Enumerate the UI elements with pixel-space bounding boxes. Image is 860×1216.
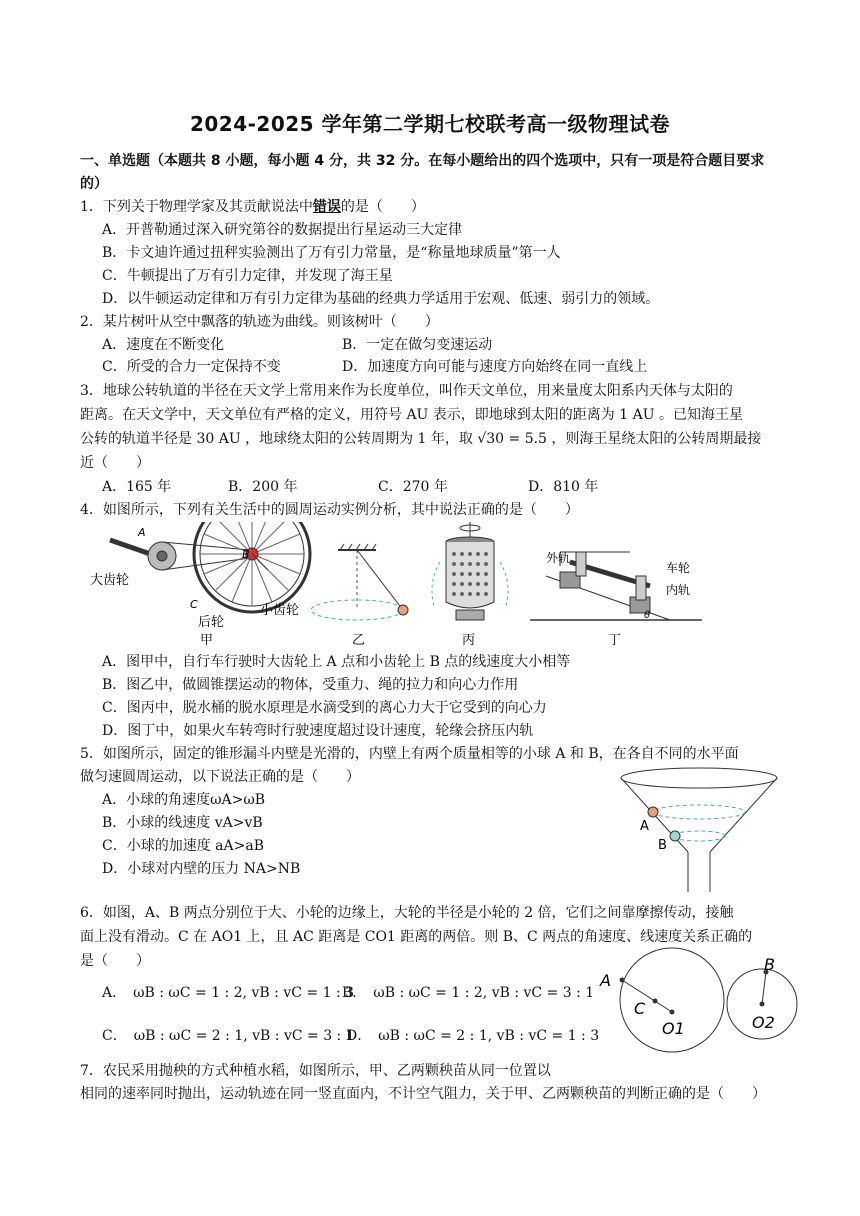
label-o1: O1 (662, 1019, 685, 1038)
point-o2 (760, 1002, 765, 1007)
q1-option-b: B．卡文迪许通过扭秤实验测出了万有引力常量，是“称量地球质量”第一人 (102, 245, 561, 261)
ball-b-label: B (658, 838, 667, 853)
point-a (620, 978, 625, 983)
bike-label-b: B (242, 548, 250, 561)
q3-option-d: D．810 年 (528, 479, 599, 495)
chain-top (162, 542, 250, 550)
pendulum-bob (398, 605, 408, 615)
dryer-base (456, 610, 484, 620)
q3-option-a: A．165 年 (102, 479, 172, 495)
bike-label-a: A (138, 526, 146, 539)
question-1-stem (80, 196, 425, 218)
q1-option-a: A．开普勒通过深入研究第谷的数据提出行星运动三大定律 (102, 222, 463, 238)
spin-dryer-diagram (432, 522, 508, 620)
q3-option-b: B．200 年 (228, 479, 298, 495)
bike-label-c: C (190, 598, 198, 611)
rear-wheel-label: 后轮 (198, 615, 225, 630)
q2-option-d: D．加速度方向可能与速度方向始终在同一直线上 (342, 359, 648, 375)
q4-option-b: B．图乙中，做圆锥摆运动的物体，受重力、绳的拉力和向心力作用 (102, 677, 519, 693)
question-7-line: 相同的速率同时抛出，运动轨迹在同一竖直面内，不计空气阻力，关于甲、乙两颗秧苗的判断正确的是（ ） (80, 1086, 766, 1102)
q2-option-a: A．速度在不断变化 (102, 337, 225, 353)
figure-yi-label: 乙 (352, 633, 366, 648)
figure-ding-label: 丁 (608, 633, 622, 648)
wheel-label: 车轮 (666, 561, 691, 575)
ball-b (670, 831, 680, 841)
point-c (653, 999, 658, 1004)
question-3-line: 距离。在天文学中，天文单位有严格的定义，用符号 AU 表示，即地球到太阳的距离为 1 AU 。已知海王星 (80, 407, 743, 423)
gear-axle (157, 551, 167, 561)
question-5-line: 5．如图所示，固定的锥形漏斗内壁是光滑的，内壁上有两个质量相等的小球 A 和 B，在各自不同的水平面 (80, 746, 739, 762)
wheels-figure (598, 946, 804, 1054)
label-a: A (600, 971, 611, 990)
q1-option-d: D．以牛顿运动定律和万有引力定律为基础的经典力学适用于宏观、低速、弱引力的领域。 (102, 291, 660, 307)
funnel-figure (616, 766, 782, 894)
funnel-wall-right (710, 778, 777, 852)
question-7-line: 7．农民采用抛秧的方式种植水稻，如图所示，甲、乙两颗秧苗从同一位置以 (80, 1063, 551, 1079)
q6-option-d: D． ωB : ωC = 2 : 1, vB : vC = 1 : 3 (346, 1028, 600, 1044)
question-6-line: 是（ ） (80, 953, 150, 969)
q6-option-a: A． ωB : ωC = 1 : 2, vB : vC = 1 : 3 (102, 985, 355, 1001)
q1-emphasis: 错误 (312, 199, 341, 215)
q5-option-b: B．小球的线速度 vA>vB (102, 815, 263, 831)
inner-wheel (636, 576, 646, 600)
q2-option-c: C．所受的合力一定保持不变 (102, 359, 281, 375)
q1-stem-part: 1．下列关于物理学家及其贡献说法中 (80, 199, 313, 215)
small-gear-pointer (252, 554, 268, 570)
q1-option-c: C．牛顿提出了万有引力定律，并发现了海王星 (102, 268, 393, 284)
q4-option-a: A．图甲中，自行车行驶时大齿轮上 A 点和小齿轮上 B 点的线速度大小相等 (102, 654, 571, 670)
question-3-line: 近（ ） (80, 455, 150, 471)
figure-jia-label: 甲 (200, 633, 214, 648)
radius-bo2 (762, 972, 766, 1004)
question-4-stem: 4．如图所示，下列有关生活中的圆周运动实例分析，其中说法正确的是（ ） (80, 502, 579, 518)
label-c: C (634, 999, 646, 1018)
figure-bing-label: 丙 (462, 633, 476, 648)
question-2-stem: 2．某片树叶从空中飘落的轨迹为曲线。则该树叶（ ） (80, 314, 439, 330)
section-heading: 一、单选题（本题共 8 小题，每小题 4 分，共 32 分。在每小题给出的四个选项中，只有一项是符合题目要求的） (80, 153, 765, 192)
q4-option-c: C．图丙中，脱水桶的脱水原理是水滴受到的离心力大于它受到的向心力 (102, 700, 547, 716)
orbit-a (653, 805, 745, 819)
q3-option-c: C．270 年 (378, 479, 448, 495)
q6-option-c: C． ωB : ωC = 2 : 1, vB : vC = 3 : 1 (102, 1028, 355, 1044)
question-3-line: 公转的轨道半径是 30 AU ，地球绕太阳的公转周期为 1 年，取 √30 = 5.5 ，则海王星绕太阳的公转周期最接 (80, 431, 762, 447)
outer-rail-label: 外轨 (546, 551, 571, 565)
q5-option-c: C．小球的加速度 aA>aB (102, 838, 264, 854)
ball-a (648, 807, 658, 817)
page-title: 2024-2025 学年第二学期七校联考高一级物理试卷 (189, 112, 671, 136)
funnel-rim (621, 768, 777, 788)
q5-option-a: A．小球的角速度ωA>ωB (102, 792, 266, 808)
big-gear-label: 大齿轮 (90, 573, 130, 588)
ball-a-label: A (640, 819, 649, 834)
conical-pendulum-diagram (311, 544, 408, 620)
q4-figure (90, 522, 710, 650)
q3-options (102, 476, 678, 498)
q2-option-b: B．一定在做匀变速运动 (342, 337, 493, 353)
label-o2: O2 (752, 1013, 775, 1032)
orbit-b (673, 831, 725, 841)
q1-stem-part: 的是（ ） (340, 199, 425, 215)
q6-option-b: B． ωB : ωC = 1 : 2, vB : vC = 3 : 1 (342, 985, 595, 1001)
label-b: B (764, 955, 775, 974)
question-6-line: 面上没有滑动。C 在 AO1 上，且 AC 距离是 CO1 距离的两倍。则 B、C 两点的角速度、线速度关系正确的 (80, 929, 753, 945)
water-spray-left (432, 562, 440, 606)
point-o1 (670, 1010, 675, 1015)
question-5-line: 做匀速圆周运动，以下说法正确的是（ ） (80, 769, 360, 785)
question-3-line: 3．地球公转轨道的半径在天文学上常用来作为长度单位，叫作天文单位，用来量度太阳系内天体与太阳的 (80, 383, 733, 399)
radius-ao1 (622, 980, 672, 1012)
inner-rail-label: 内轨 (666, 583, 691, 597)
question-6-line: 6．如图，A、B 两点分别位于大、小轮的边缘上，大轮的半径是小轮的 2 倍，它们之间靠摩擦传动，接触 (80, 905, 734, 921)
outer-wheel (576, 552, 586, 576)
angle-theta-label: θ (644, 610, 651, 621)
water-spray-right (500, 562, 508, 606)
wheel-spokes (200, 522, 304, 606)
q5-option-d: D．小球对内壁的压力 NA>NB (102, 861, 301, 877)
q4-option-d: D．图丁中，如果火车转弯时行驶速度超过设计速度，轮缘会挤压内轨 (102, 723, 534, 739)
small-gear-label: 小齿轮 (260, 603, 300, 618)
q2-options (102, 334, 762, 378)
